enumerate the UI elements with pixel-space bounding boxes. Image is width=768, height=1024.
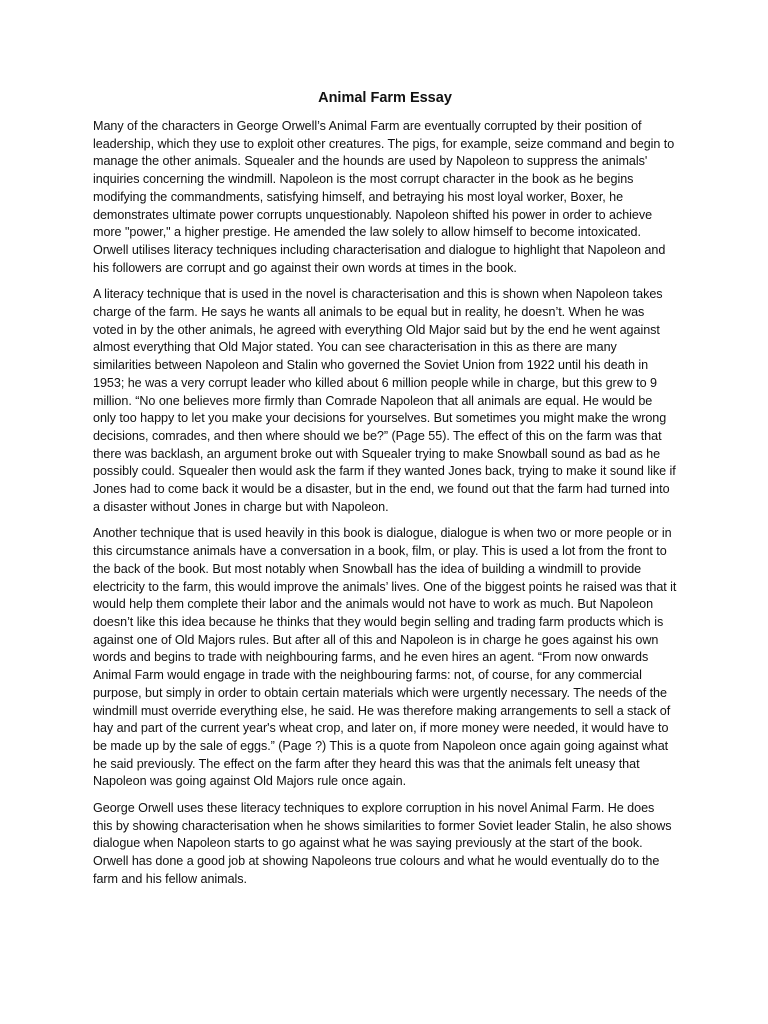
essay-body	[93, 88, 677, 898]
essay-title: Animal Farm Essay	[318, 90, 452, 106]
paragraph-conclusion: George Orwell uses these literacy techniques to explore corruption in his novel Animal Farm. He does this by showing characterisation when he shows similarities to former Soviet leader Stalin, he also shows dialogue when Napoleon starts to go against what he was saying previously at the start of the book. Orwell has done a good job at showing Napoleons true colours and what he would eventually do to the farm and his fellow animals.	[93, 801, 672, 886]
paragraph-characterisation: A literacy technique that is used in the novel is characterisation and this is shown when Napoleon takes charge of the farm. He says he wants all animals to be equal but in reality, he doesn’t. When he was voted in by the other animals, he agreed with everything Old Major said but by the end he went against almost everything that Old Major stated. You can see characterisation in this as there are many similarities between Napoleon and Stalin who governed the Soviet Union from 1922 until his death in 1953; he was a very corrupt leader who killed about 6 million people while in charge, but this grew to 9 million. “No one believes more firmly than Comrade Napoleon that all animals are equal. He would be only too happy to let you make your decisions for yourselves. But sometimes you might make the wrong decisions, comrades, and then where should we be?” (Page 55). The effect of this on the farm was that there was backlash, an argument broke out with Squealer trying to make Snowball sound as bad as he possibly could. Squealer then would ask the farm if they wanted Jones back, trying to make it sound like if Jones had to come back it would be a disaster, but in the end, we found out that the farm had turned into a disaster without Jones in charge but with Napoleon.	[93, 287, 676, 514]
paragraph-dialogue: Another technique that is used heavily in this book is dialogue, dialogue is when two or more people or in this circumstance animals have a conversation in a book, film, or play. This is used a lot from the front to the back of the book. But most notably when Snowball has the idea of building a windmill to provide electricity to the farm, this would improve the animals’ lives. One of the biggest points he raised was that it would help them complete their labor and the animals would not have to work as much. But Napoleon doesn’t like this idea because he thinks that they would begin selling and trading farm products which is against one of Old Majors rules. But after all of this and Napoleon is in charge he goes against his own words and begins to trade with neighbouring farms, and he even hires an agent. “From now onwards Animal Farm would engage in trade with the neighbouring farms: not, of course, for any commercial purpose, but simply in order to obtain certain materials which were urgently necessary. The needs of the windmill must override everything else, he said. He was therefore making arrangements to sell a stack of hay and part of the current year's wheat crop, and later on, if more money were needed, it would have to be made up by the sale of eggs.” (Page ?) This is a quote from Napoleon once again going against what he said previously. The effect on the farm after they heard this was that the animals felt uneasy that Napoleon was going against Old Majors rule once again.	[93, 526, 677, 789]
paragraph-introduction: Many of the characters in George Orwell’s Animal Farm are eventually corrupted by their position of leadership, which they use to exploit other creatures. The pigs, for example, seize command and begin to manage the other animals. Squealer and the hounds are used by Napoleon to suppress the animals' inquiries concerning the windmill. Napoleon is the most corrupt character in the book as he begins modifying the commandments, satisfying himself, and betraying his most loyal worker, Boxer, he demonstrates ultimate power corrupts unquestionably. Napoleon shifted his power in order to achieve more "power," a higher prestige. He amended the law solely to allow himself to become intoxicated. Orwell utilises literacy techniques including characterisation and dialogue to highlight that Napoleon and his followers are corrupt and go against their own words at times in the book.	[93, 119, 675, 275]
